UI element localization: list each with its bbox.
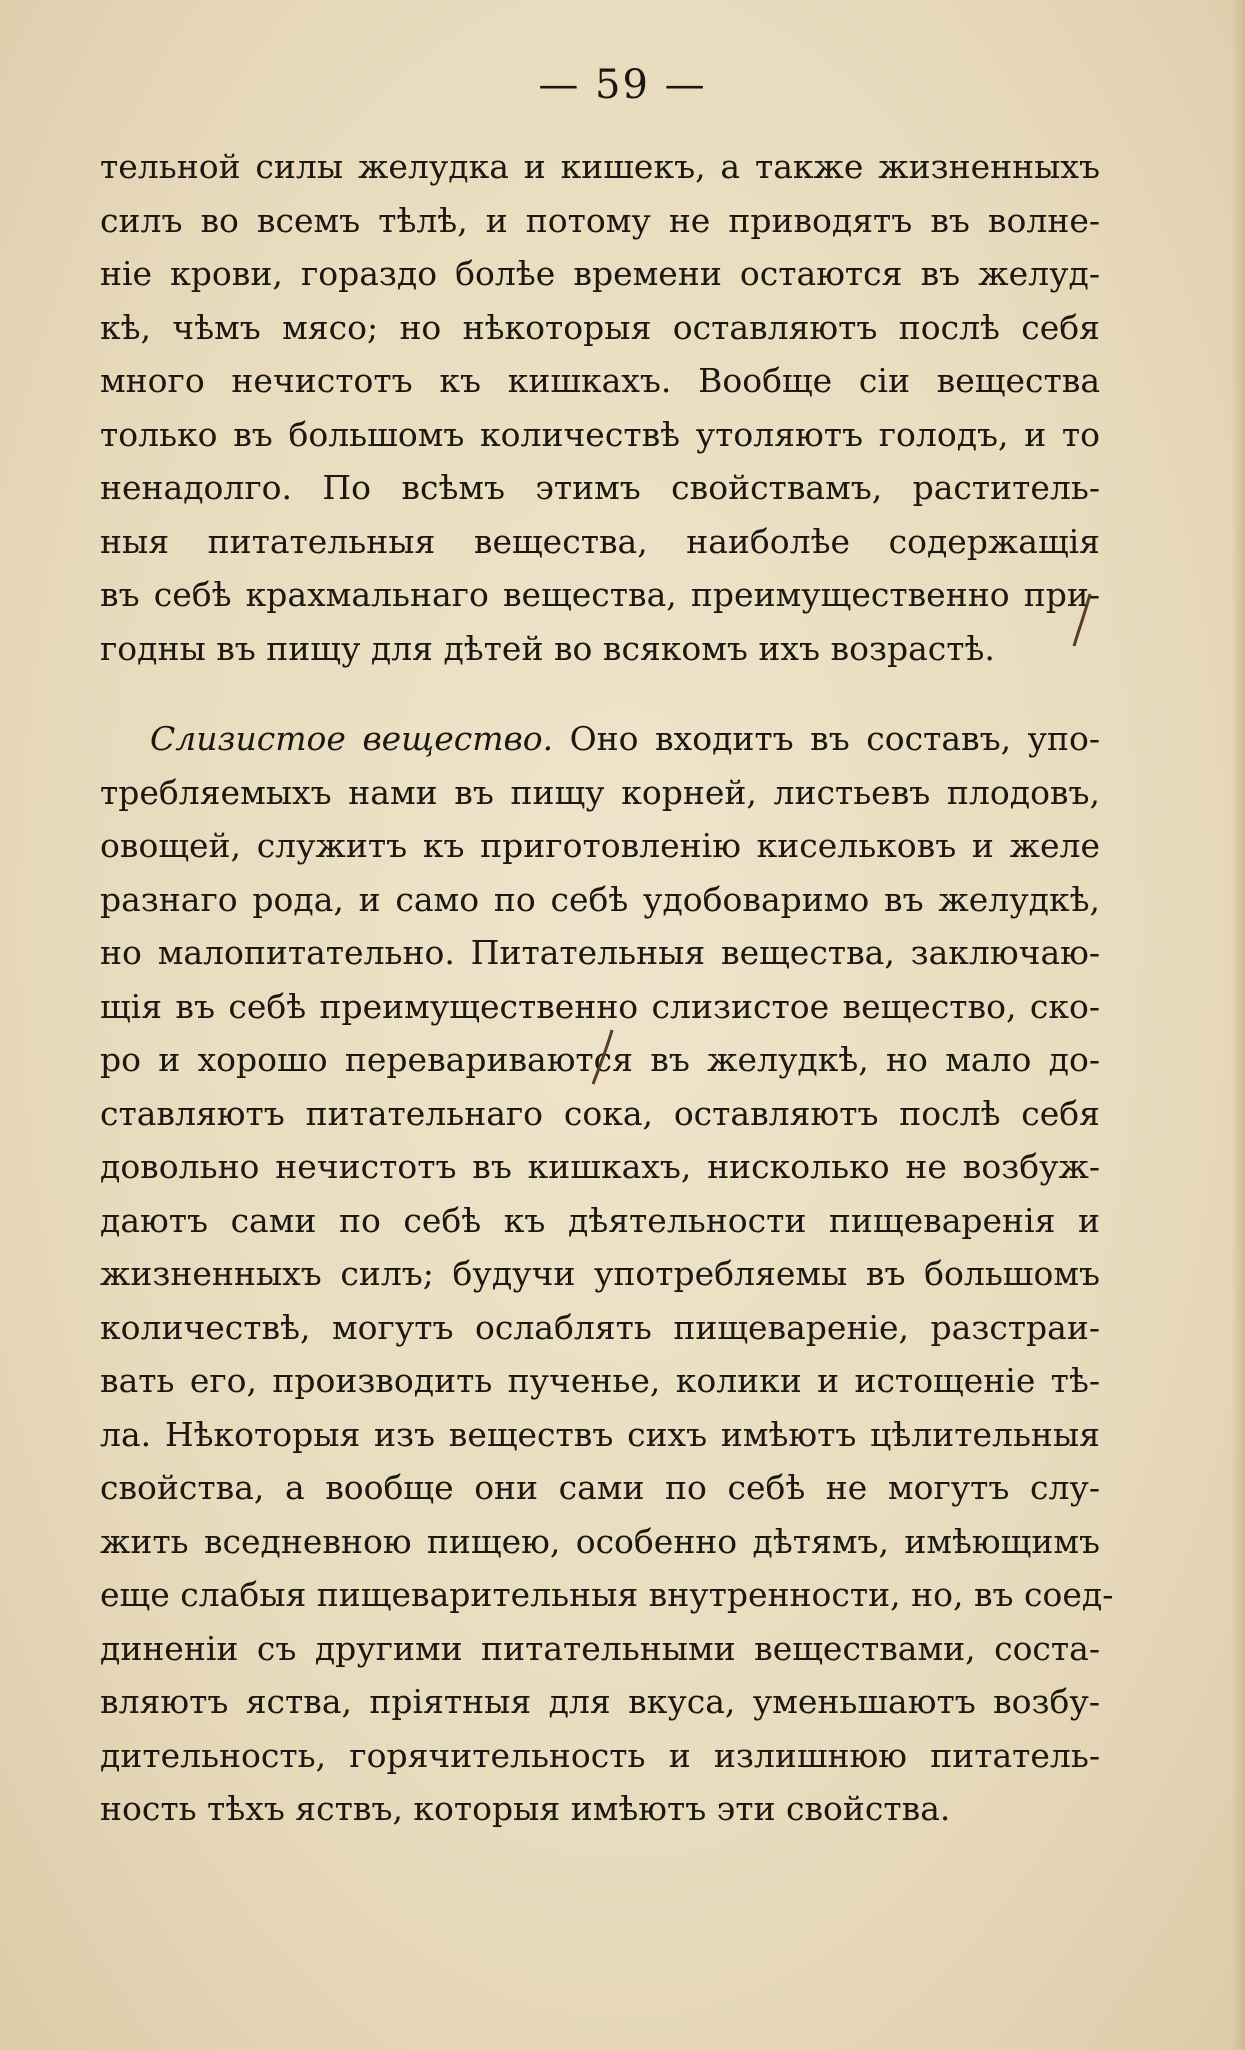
pencil-stroke-path	[593, 1030, 612, 1084]
text-line-lead	[100, 712, 1100, 766]
lead-text: Оно входитъ въ составъ, упо-	[569, 719, 1100, 758]
pencil-stroke-path	[1074, 594, 1090, 646]
text-line: ненадолго. По всѣмъ этимъ свойствамъ, раститель-	[100, 468, 1100, 507]
text-line: дительность, горячительность и излишнюю питатель-	[100, 1735, 1100, 1775]
page-number: — 59 —	[538, 62, 707, 108]
text-line: только въ большомъ количествѣ утоляютъ голодъ, и то	[100, 414, 1100, 454]
text-line: довольно нечистотъ въ кишкахъ, нисколько не возбуж-	[100, 1147, 1100, 1186]
text-line: кѣ, чѣмъ мясо; но нѣкоторыя оставляютъ послѣ себя	[100, 307, 1100, 347]
text-line: жизненныхъ силъ; будучи употребляемы въ большомъ	[100, 1254, 1100, 1293]
paragraph-1	[100, 140, 1100, 675]
text-line: но малопитательно. Питательныя вещества, заключаю-	[100, 933, 1100, 972]
pencil-stroke-mark	[1068, 590, 1098, 650]
text-line: диненіи съ другими питательными веществами, соста-	[100, 1628, 1100, 1668]
text-line: свойства, а вообще они сами по себѣ не могутъ слу-	[100, 1468, 1100, 1507]
paragraph-2	[100, 712, 1114, 1836]
text-line: требляемыхъ нами въ пищу корней, листьевъ плодовъ,	[100, 772, 1100, 812]
pencil-stroke-mark	[588, 1026, 618, 1088]
text-line: количествѣ, могутъ ослаблять пищевареніе, разстраи-	[100, 1307, 1100, 1347]
section-heading-italic: Слизистое вещество.	[150, 719, 554, 758]
text-line: ро и хорошо перевариваются въ желудкѣ, но мало до-	[100, 1040, 1100, 1079]
text-line: жить вседневною пищею, особенно дѣтямъ, имѣющимъ	[100, 1521, 1100, 1561]
text-line: тельной силы желудка и кишекъ, а также жизненныхъ	[100, 147, 1100, 186]
text-line: ность тѣхъ яствъ, которыя имѣютъ эти свойства.	[100, 1789, 951, 1828]
text-line: ныя питательныя вещества, наиболѣе содержащія	[100, 521, 1100, 561]
text-line: даютъ сами по себѣ къ дѣятельности пищеваренія и	[100, 1200, 1100, 1240]
text-line: вляютъ яства, пріятныя для вкуса, уменьшаютъ возбу-	[100, 1682, 1100, 1721]
text-line: овощей, служитъ къ приготовленію кисельковъ и желе	[100, 826, 1100, 865]
text-line: разнаго рода, и само по себѣ удобоваримо въ желудкѣ,	[100, 879, 1100, 919]
text-line: годны въ пищу для дѣтей во всякомъ ихъ возрастѣ.	[100, 628, 995, 668]
text-line: еще слабыя пищеварительныя внутренности, но, въ соед-	[100, 1575, 1114, 1614]
text-line: много нечистотъ къ кишкахъ. Вообще сіи вещества	[100, 361, 1100, 400]
text-line: ставляютъ питательнаго сока, оставляютъ послѣ себя	[100, 1093, 1100, 1133]
page-edge-shadow	[1231, 0, 1245, 2050]
text-line: вать его, производить пученье, колики и истощеніе тѣ-	[100, 1361, 1100, 1400]
text-line: щія въ себѣ преимущественно слизистое вещество, ско-	[100, 986, 1100, 1026]
text-line: силъ во всемъ тѣлѣ, и потому не приводятъ въ волне-	[100, 200, 1100, 240]
text-line: ніе крови, гораздо болѣе времени остаются въ желуд-	[100, 254, 1100, 293]
text-line: ла. Нѣкоторыя изъ веществъ сихъ имѣютъ цѣлительныя	[100, 1414, 1100, 1454]
text-line: въ себѣ крахмальнаго вещества, преимущественно при-	[100, 575, 1100, 614]
